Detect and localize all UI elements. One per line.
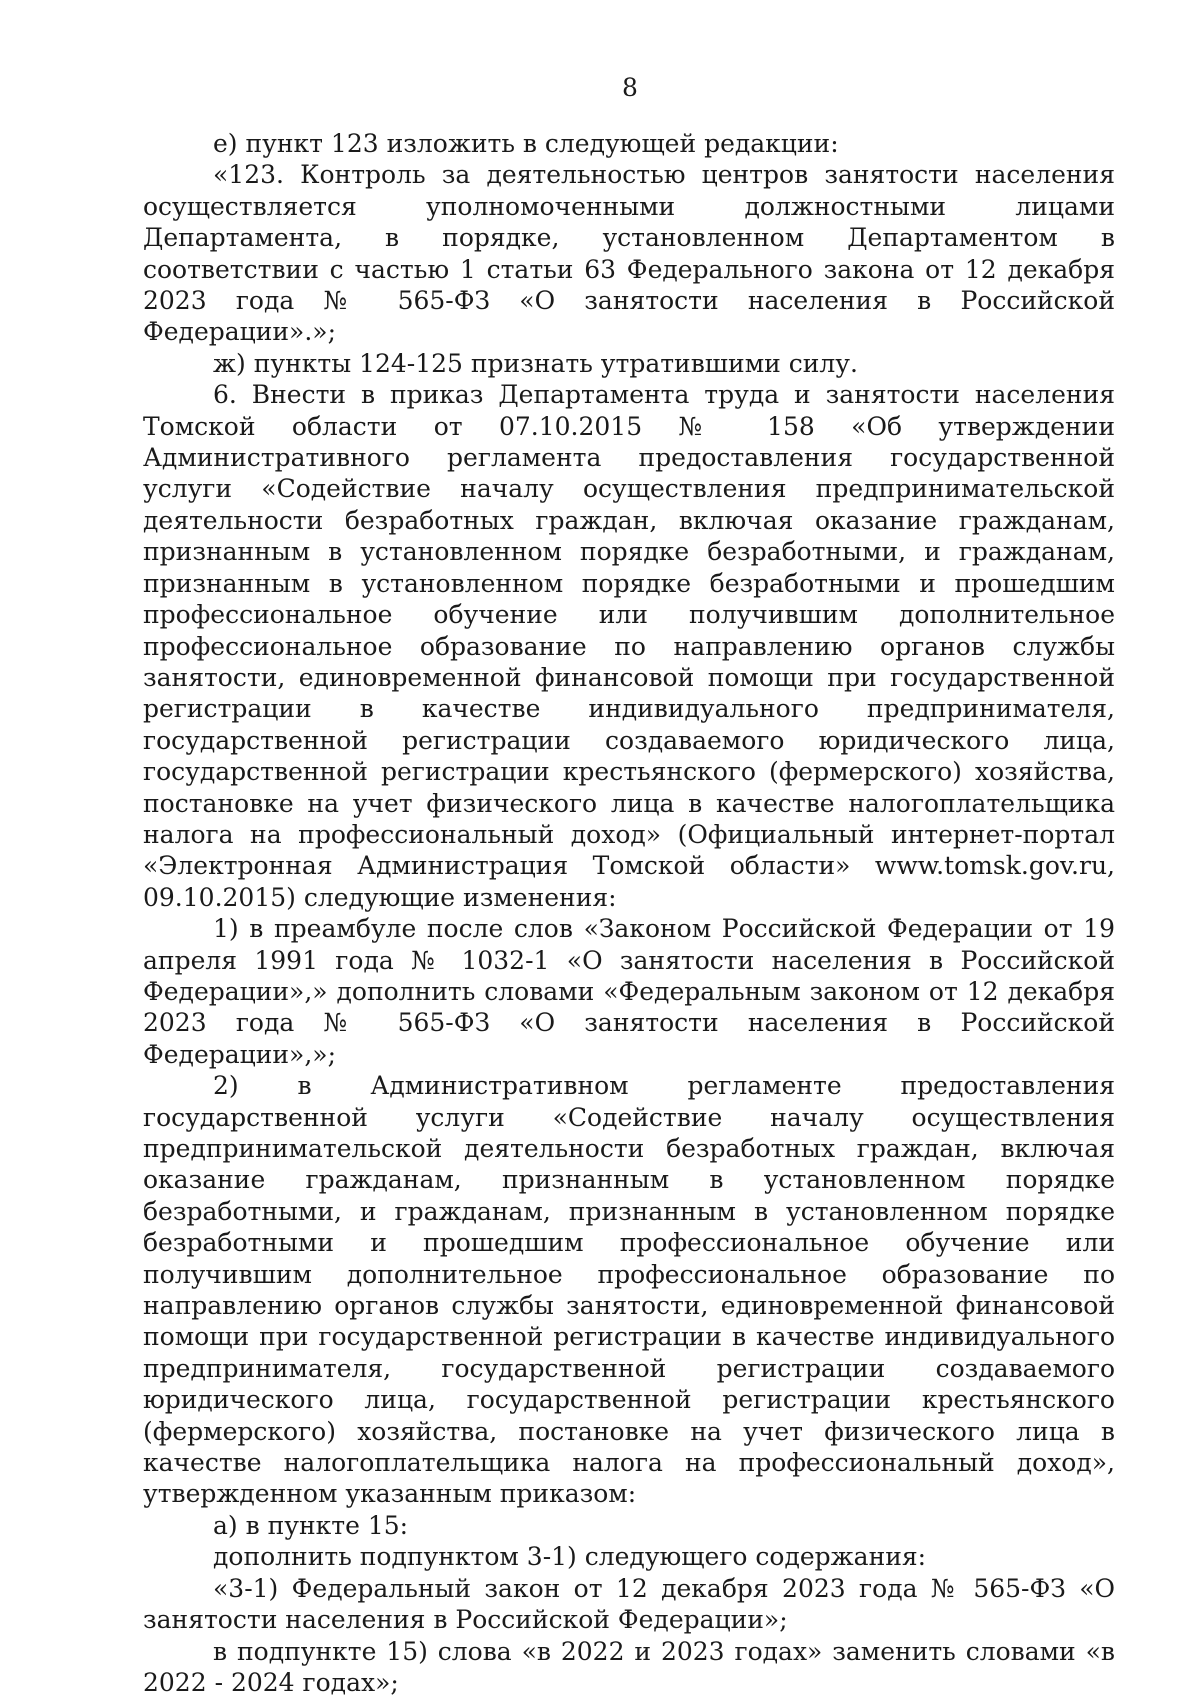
paragraph-6-1: 1) в преамбуле после слов «Законом Российской Федерации от 19 апреля 1991 года № 1032-1 «О занятости населения в Российской Федерации»,» дополнить словами «Федеральным законом от 12 декабря 2023 года № 565-ФЗ «О занятости населения в Российской Федерации»,»; <box>143 914 1115 1069</box>
paragraph-6: 6. Внести в приказ Департамента труда и занятости населения Томской области от 07.10.2015 № 158 «Об утверждении Административного регламента предоставления государственной услуги «Содействие началу осуществления предпринимательской деятельности безработных граждан, включая оказание гражданам, признанным в установленном порядке безработными, и гражданам, признанным в установленном порядке безработными и прошедшим профессиональное обучение или получившим дополнительное профессиональное образование по направлению органов службы занятости, единовременной финансовой помощи при государственной регистрации в качестве индивидуального предпринимателя, государственной регистрации создаваемого юридического лица, государственной регистрации крестьянского (фермерского) хозяйства, постановке на учет физического лица в качестве налогоплательщика налога на профессиональный доход» (Официальный интернет-портал «Электронная Администрация Томской области» www.tomsk.gov.ru, 09.10.2015) следующие изменения: <box>143 380 1115 912</box>
paragraph-3-1: «3-1) Федеральный закон от 12 декабря 2023 года № 565-ФЗ «О занятости населения в Российской Федерации»; <box>143 1573 1115 1635</box>
page-number: 8 <box>622 73 638 102</box>
paragraph-subpoint-15: в подпункте 15) слова «в 2022 и 2023 годах» заменить словами «в 2022 - 2024 годах»; <box>143 1636 1115 1697</box>
paragraph-123-text: «123. Контроль за деятельностью центров занятости населения осуществляется уполномоченными должностными лицами Департамента, в порядке, установленном Департаментом в соответствии с частью 1 статьи 63 Федерального закона от 12 декабря 2023 года № 565-ФЗ «О занятости населения в Российской Федерации».»; <box>143 160 1115 347</box>
document-body <box>143 128 1115 1698</box>
paragraph-a: а) в пункте 15: <box>213 1510 409 1540</box>
paragraph-6-2: 2) в Административном регламенте предоставления государственной услуги «Содействие началу осуществления предпринимательской деятельности безработных граждан, включая оказание гражданам, признанным в установленном порядке безработными, и гражданам, признанным в установленном порядке безработными и прошедшим профессиональное обучение или получившим дополнительное профессиональное образование по направлению органов службы занятости, единовременной финансовой помощи при государственной регистрации в качестве индивидуального предпринимателя, государственной регистрации создаваемого юридического лица, государственной регистрации крестьянского (фермерского) хозяйства, постановке на учет физического лица в качестве налогоплательщика налога на профессиональный доход», утвержденном указанным приказом: <box>143 1071 1115 1509</box>
paragraph-add-subpoint: дополнить подпунктом 3-1) следующего содержания: <box>213 1542 927 1572</box>
paragraph-e: е) пункт 123 изложить в следующей редакции: <box>213 129 839 158</box>
paragraph-zh: ж) пункты 124-125 признать утратившими силу. <box>213 348 858 378</box>
